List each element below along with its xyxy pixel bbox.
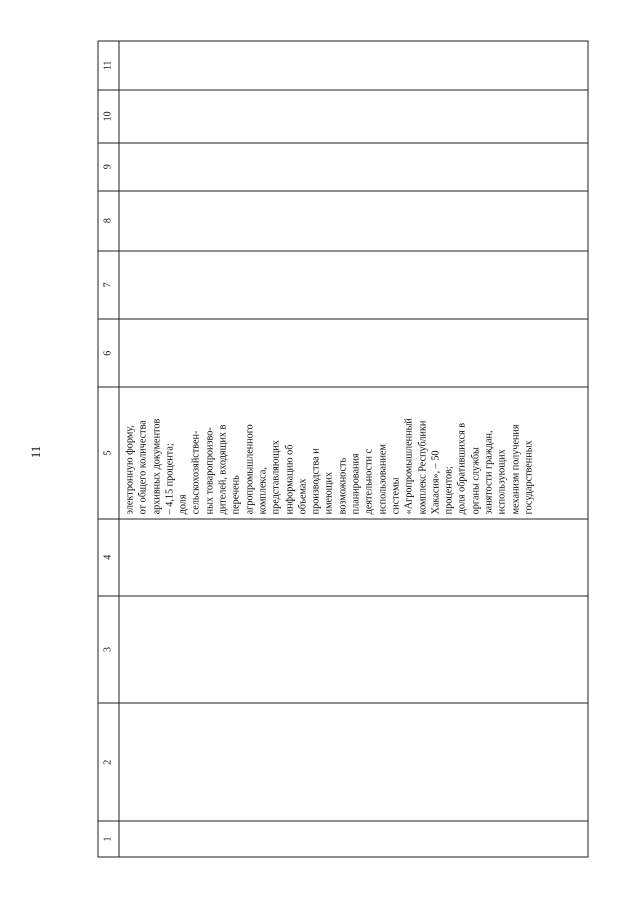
column-header-4: 4 bbox=[98, 519, 119, 595]
cell-text-line: дителей, входящих в bbox=[217, 424, 229, 514]
cell-text-line: комплекса, bbox=[256, 466, 268, 514]
cell-text-line: процентов; bbox=[443, 465, 455, 514]
column-header-6: 6 bbox=[98, 319, 119, 386]
table-cell-3 bbox=[119, 596, 587, 703]
column-header-5: 5 bbox=[98, 387, 119, 518]
cell-text-line: агропромышленного bbox=[243, 423, 255, 514]
rotated-page-region bbox=[97, 40, 588, 857]
cell-text-line: государственных bbox=[522, 439, 534, 514]
cell-text-line: занятости граждан, bbox=[483, 429, 495, 514]
cell-text-line: доля обратившихся в bbox=[456, 422, 468, 514]
table-column-6 bbox=[98, 318, 587, 386]
data-table bbox=[97, 40, 588, 857]
table-column-5 bbox=[98, 386, 587, 518]
table-column-1 bbox=[98, 820, 587, 856]
cell-text-line: использующих bbox=[496, 448, 508, 514]
page-number: 11 bbox=[28, 445, 43, 459]
table-column-4 bbox=[98, 518, 587, 595]
table-cell-7 bbox=[119, 251, 587, 319]
table-cell-6 bbox=[119, 319, 587, 386]
column-header-3: 3 bbox=[98, 596, 119, 703]
cell-text-line: использованием bbox=[376, 443, 388, 514]
cell-text-line: органы службы bbox=[469, 446, 481, 514]
column-header-11: 11 bbox=[98, 41, 119, 89]
column-header-1: 1 bbox=[98, 821, 119, 856]
column-header-10: 10 bbox=[98, 90, 119, 142]
column-header-2: 2 bbox=[98, 703, 119, 820]
table-column-3 bbox=[98, 595, 587, 703]
table-column-11 bbox=[98, 41, 587, 89]
cell-text-line: «Агропромышленный bbox=[403, 417, 415, 514]
cell-text-line: имеющих bbox=[323, 471, 335, 514]
column-header-8: 8 bbox=[98, 191, 119, 250]
table-cell-8 bbox=[119, 191, 587, 250]
table-cell-9 bbox=[119, 143, 587, 190]
cell-text-line: перечень bbox=[230, 474, 242, 514]
table-cell-4 bbox=[119, 519, 587, 595]
cell-text-line: доля bbox=[177, 493, 189, 514]
column-header-9: 9 bbox=[98, 143, 119, 190]
cell-text-line: ных товаропроизво- bbox=[203, 426, 215, 514]
table-column-2 bbox=[98, 702, 587, 820]
cell-text-line: производства и bbox=[310, 447, 322, 514]
table-column-9 bbox=[98, 142, 587, 190]
cell-text-line: – 4,15 процента; bbox=[163, 442, 175, 514]
column-header-7: 7 bbox=[98, 251, 119, 319]
cell-text-line: объемах bbox=[296, 478, 308, 514]
cell-text-line: электронную форму, bbox=[124, 424, 135, 514]
cell-text-line: архивных документов bbox=[150, 418, 162, 514]
cell-text-line: Хакасия», – 50 bbox=[429, 449, 441, 514]
table-cell-5 bbox=[119, 387, 587, 518]
cell-text-line: информацию об bbox=[283, 444, 295, 514]
table-cell-2 bbox=[119, 703, 587, 820]
cell-text-line: системы bbox=[389, 477, 401, 514]
cell-text-line: от общего количества bbox=[137, 419, 149, 514]
table-cell-1 bbox=[119, 821, 587, 856]
cell-text-line: возможность bbox=[336, 457, 348, 514]
table-cell-10 bbox=[119, 90, 587, 142]
table-cell-11 bbox=[119, 41, 587, 89]
cell-text-line: планирования bbox=[350, 452, 362, 514]
table-column-10 bbox=[98, 89, 587, 142]
cell-text-line: представляющих bbox=[270, 439, 282, 514]
cell-text-line: комплекс Республики bbox=[416, 420, 428, 514]
table-column-7 bbox=[98, 250, 587, 319]
cell-text-line: механизм получения bbox=[509, 423, 521, 514]
cell-text-line: деятельности с bbox=[363, 448, 375, 514]
table-column-8 bbox=[98, 190, 587, 250]
cell-text-line: сельскохозяйствен- bbox=[190, 430, 202, 514]
